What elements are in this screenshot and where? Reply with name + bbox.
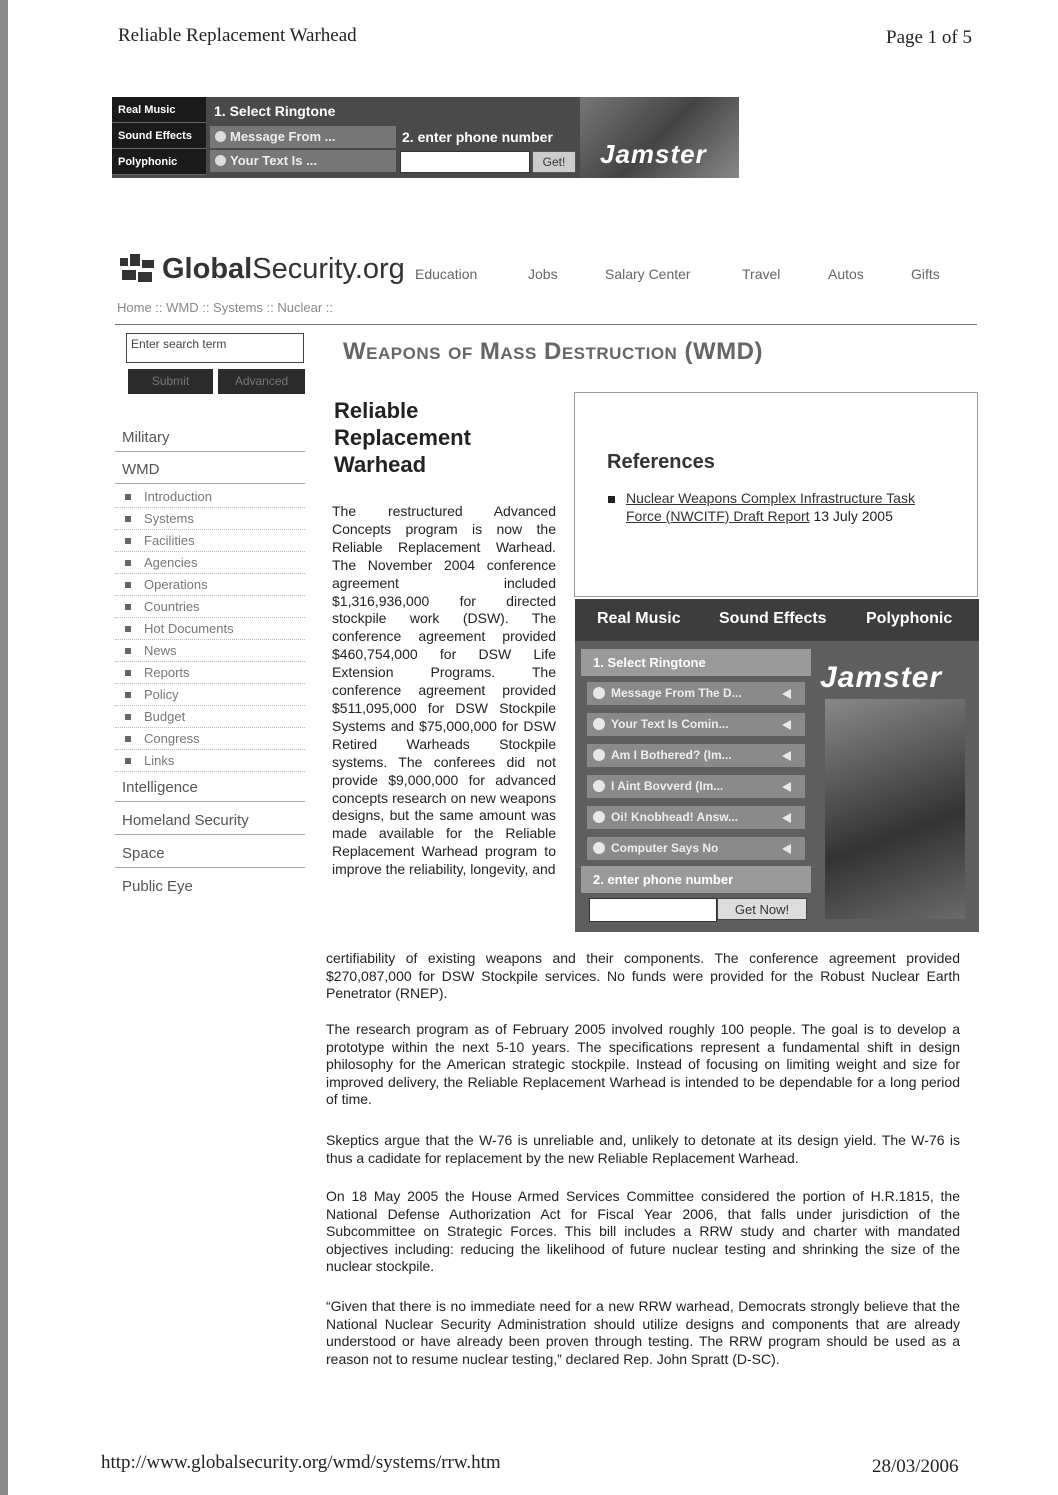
banner-category-real-music[interactable]: Real Music <box>112 97 206 123</box>
print-footer-date: 28/03/2006 <box>872 1456 959 1477</box>
reference-link[interactable]: Nuclear Weapons Complex Infrastructure Task Force (NWCITF) Draft Report <box>626 490 915 524</box>
ad-tab-real-music[interactable]: Real Music <box>597 610 681 627</box>
header-divider <box>115 324 977 325</box>
ad-phone-image <box>825 699 965 919</box>
sidebar-subitem-congress[interactable]: Congress <box>115 728 305 750</box>
ad-tab-sound-effects[interactable]: Sound Effects <box>719 610 827 627</box>
print-footer-url: http://www.globalsecurity.org/wmd/systems/rrw.htm <box>101 1452 501 1473</box>
article-paragraph: certifiability of existing weapons and their components. The conference agreement provided $270,087,000 for DSW Stockpile services. No funds were provided for the Robust Nuclear Earth Penetrator (RNEP). <box>326 950 960 1001</box>
ad-phone-input[interactable] <box>589 898 717 922</box>
banner-ringtone-item[interactable]: Your Text Is ... <box>210 150 396 172</box>
sidebar-subitem-facilities[interactable]: Facilities <box>115 530 305 552</box>
sidebar-subitem-links[interactable]: Links <box>115 750 305 772</box>
ringtone-ad[interactable] <box>575 599 979 932</box>
sidebar-subitem-reports[interactable]: Reports <box>115 662 305 684</box>
banner-ringtone-item[interactable]: Message From ... <box>210 126 396 148</box>
ad-jamster-logo: Jamster <box>820 661 943 694</box>
ad-ringtone-item[interactable]: I Aint Bovverd (Im... <box>587 775 805 798</box>
reference-date: 13 July 2005 <box>813 507 893 524</box>
ad-step-phone: 2. enter phone number <box>581 866 811 893</box>
banner-get-button[interactable]: Get! <box>532 151 576 173</box>
ad-ringtone-item[interactable]: Oi! Knobhead! Answ... <box>587 806 805 829</box>
nav-gifts[interactable]: Gifts <box>911 266 940 282</box>
print-header-title: Reliable Replacement Warhead <box>118 25 357 46</box>
search-input[interactable]: Enter search term <box>126 333 304 363</box>
nav-jobs[interactable]: Jobs <box>528 266 558 282</box>
breadcrumb[interactable]: Home :: WMD :: Systems :: Nuclear :: <box>117 300 333 315</box>
scan-edge-bar <box>0 0 8 1495</box>
nav-travel[interactable]: Travel <box>742 266 781 282</box>
banner-step-phone: 2. enter phone number <box>402 129 553 145</box>
ad-step-select-ringtone: 1. Select Ringtone <box>581 649 811 676</box>
sidebar-subitem-systems[interactable]: Systems <box>115 508 305 530</box>
site-logo[interactable]: GlobalSecurity.org <box>162 253 405 285</box>
article-paragraph: On 18 May 2005 the House Armed Services Committee considered the portion of H.R.1815, the National Defense Authorization Act for Fiscal Year 2006, that falls under jurisdiction of the Subcommittee on Strategic Forces. This bill includes a RRW study and charter with mandated objectives including: reducing the likelihood of future nuclear testing and shrinking the size of the nuclear stockpile. <box>326 1188 960 1274</box>
sidebar-subitem-policy[interactable]: Policy <box>115 684 305 706</box>
sidebar-subitem-news[interactable]: News <box>115 640 305 662</box>
ad-ringtone-item[interactable]: Message From The D... <box>587 682 805 705</box>
nav-education[interactable]: Education <box>415 266 478 282</box>
banner-ad[interactable] <box>112 97 739 178</box>
ad-ringtone-item[interactable]: Your Text Is Comin... <box>587 713 805 736</box>
sidebar-item-space[interactable]: Space <box>115 841 305 868</box>
reference-item <box>626 490 936 525</box>
article-paragraph: Skeptics argue that the W-76 is unreliable and, unlikely to detonate at its design yield. The W-76 is thus a cadidate for replacement by the new Reliable Replacement Warhead. <box>326 1132 960 1166</box>
advanced-button[interactable]: Advanced <box>218 369 305 394</box>
sidebar-item-intelligence[interactable]: Intelligence <box>115 775 305 802</box>
submit-button[interactable]: Submit <box>128 369 213 394</box>
sidebar-item-homeland-security[interactable]: Homeland Security <box>115 808 305 835</box>
sidebar-subitem-agencies[interactable]: Agencies <box>115 552 305 574</box>
sidebar-subitem-budget[interactable]: Budget <box>115 706 305 728</box>
ad-tab-polyphonic[interactable]: Polyphonic <box>866 610 953 627</box>
article-paragraph: The research program as of February 2005 involved roughly 100 people. The goal is to develop a prototype within the next 5-10 years. The specifications represent a fundamental shift in design philosophy for the American strategic stockpile. Instead of focusing on limiting weight and size for improved delivery, the Reliable Replacement Warhead is intended to be dependable for a long period of time. <box>326 1021 960 1107</box>
nav-autos[interactable]: Autos <box>828 266 864 282</box>
ad-ringtone-item[interactable]: Am I Bothered? (Im... <box>587 744 805 767</box>
banner-category-polyphonic[interactable]: Polyphonic <box>112 149 206 175</box>
references-heading: References <box>607 451 715 473</box>
banner-category-sound-effects[interactable]: Sound Effects <box>112 123 206 149</box>
banner-jamster-logo: Jamster <box>600 139 707 169</box>
article-paragraph: “Given that there is no immediate need for a new RRW warhead, Democrats strongly believe that the National Nuclear Security Administration should utilize designs and components that are already understood or have already been proven through testing. The RRW program should be used as a reason not to resume nuclear testing,” declared Rep. John Spratt (D-SC). <box>326 1298 960 1367</box>
banner-phone-input[interactable] <box>400 151 530 173</box>
sidebar-subitem-operations[interactable]: Operations <box>115 574 305 596</box>
sidebar-subitem-countries[interactable]: Countries <box>115 596 305 618</box>
banner-step-select-ringtone: 1. Select Ringtone <box>214 103 336 119</box>
ad-get-now-button[interactable]: Get Now! <box>717 898 807 920</box>
globalsecurity-logo-icon <box>118 252 156 284</box>
sidebar-item-public-eye[interactable]: Public Eye <box>122 878 193 895</box>
sidebar-item-military[interactable]: Military <box>115 425 305 452</box>
print-header-page: Page 1 of 5 <box>886 27 973 48</box>
ad-ringtone-item[interactable]: Computer Says No <box>587 837 805 860</box>
nav-salary-center[interactable]: Salary Center <box>605 266 691 282</box>
sidebar-item-wmd[interactable]: WMD <box>115 457 305 484</box>
sidebar-subitem-hot-documents[interactable]: Hot Documents <box>115 618 305 640</box>
article-title: Reliable Replacement Warhead <box>334 398 471 477</box>
sidebar-subitem-introduction[interactable]: Introduction <box>115 486 305 508</box>
article-paragraph-intro: The restructured Advanced Concepts program is now the Reliable Replacement Warhead. The November 2004 conference agreement included $1,316,936,000 for directed stockpile work (DSW). The conference agreement provided $460,754,000 for DSW Life Extension Programs. The conference agreement provided $511,095,000 for DSW Stockpile Systems and $75,000,000 for DSW Retired Warheads Stockpile systems. The conferees did not provide $9,000,000 for advanced concepts research on new weapons designs, but the same amount was made available for the Reliable Replacement Warhead program to improve the reliability, longevity, and <box>332 503 556 878</box>
section-title: Weapons of Mass Destruction (WMD) <box>343 338 763 365</box>
